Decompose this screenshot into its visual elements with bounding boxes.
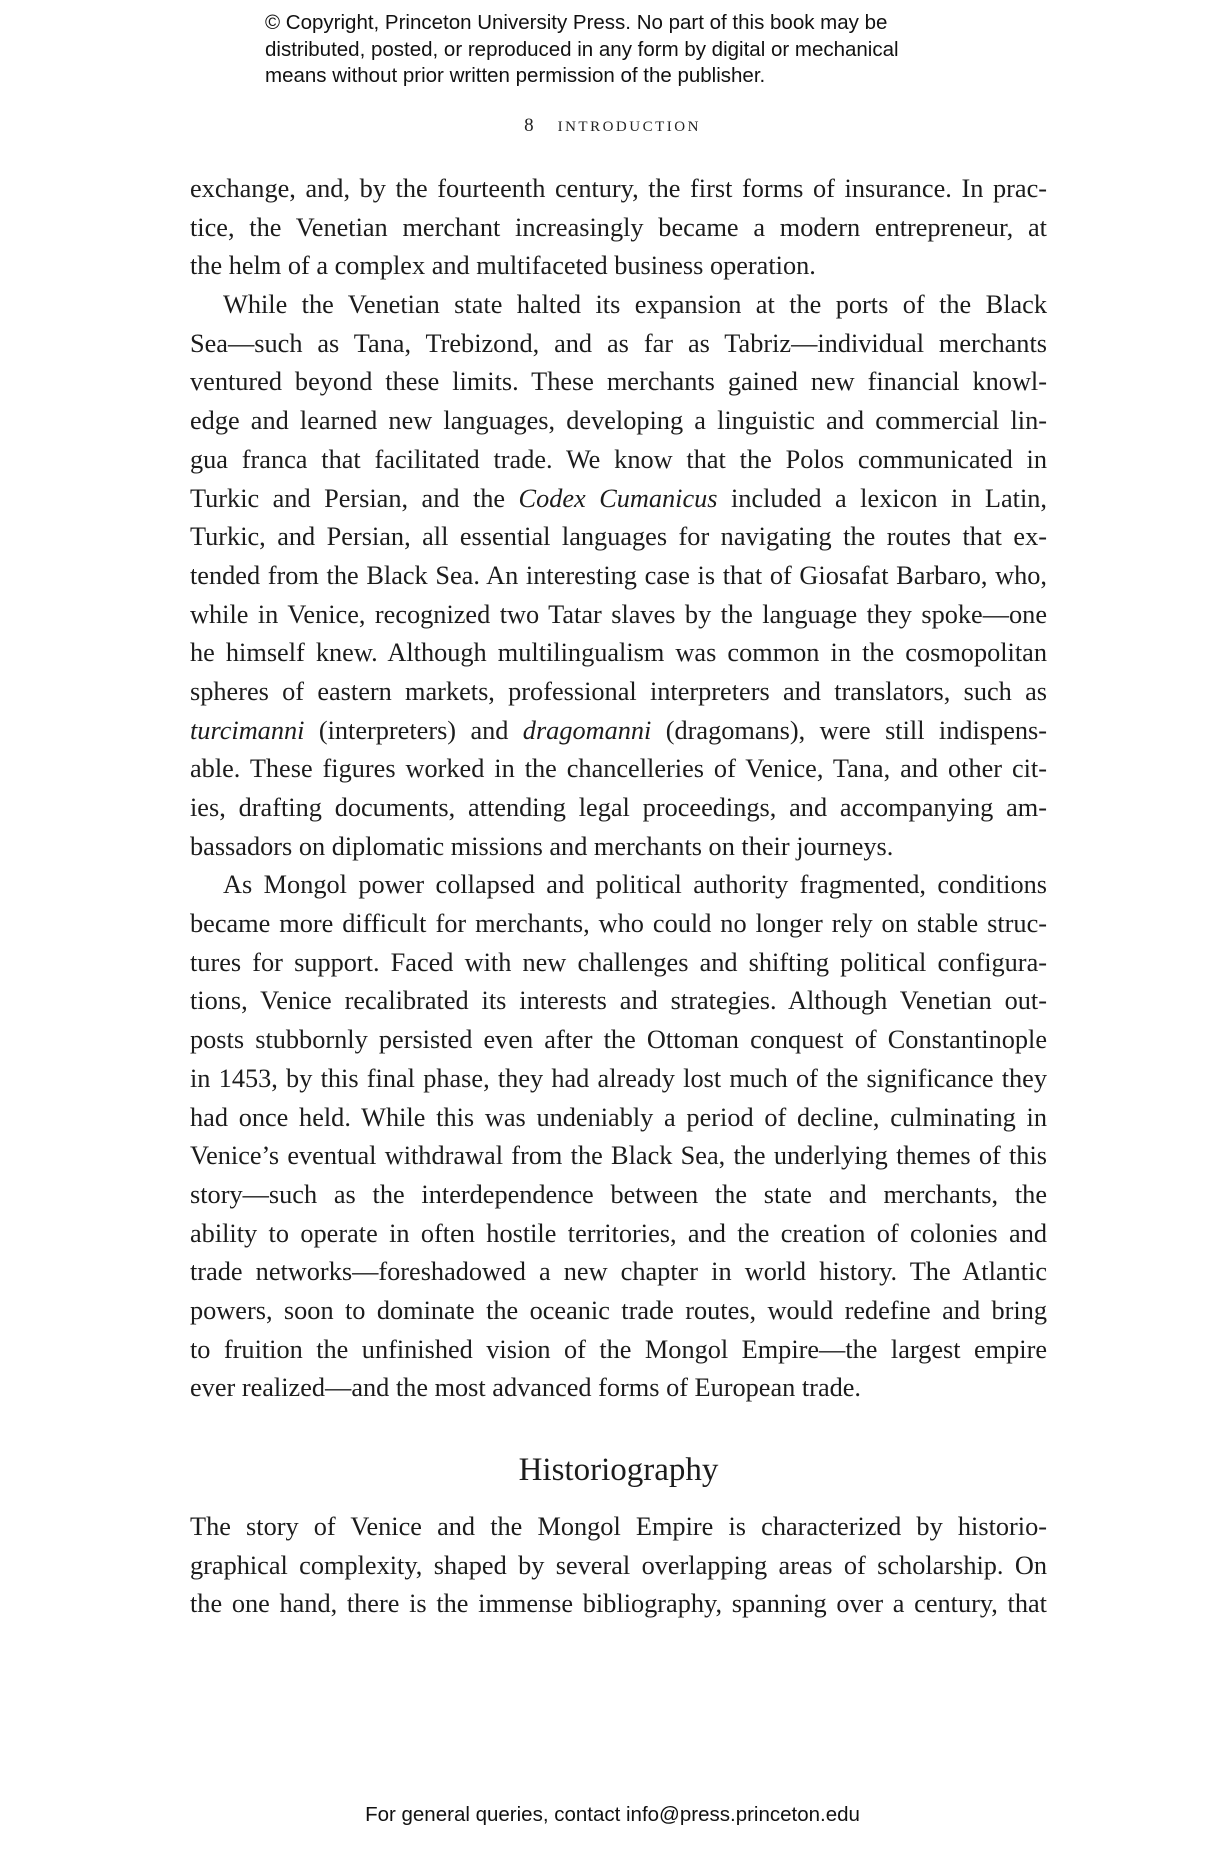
copyright-line: distributed, posted, or reproduced in any form by digital or mechanical: [265, 37, 899, 61]
text-line: exchange, and, by the fourteenth century, the first forms of insurance. In prac-: [190, 174, 1047, 203]
text-line: tended from the Black Sea. An interesting case is that of Giosafat Barbaro, who,: [190, 560, 1047, 590]
section-heading: Historiography: [518, 1452, 719, 1488]
text-line: While the Venetian state halted its expansion at the ports of the Black: [223, 290, 1047, 320]
text-line: bassadors on diplomatic missions and merchants on their journeys.: [190, 831, 894, 861]
text-line: tions, Venice recalibrated its interests and strategies. Although Venetian out-: [190, 986, 1047, 1016]
text-line: spheres of eastern markets, professional interpreters and translators, such as: [190, 676, 1047, 706]
text-line: able. These figures worked in the chancelleries of Venice, Tana, and other cit-: [190, 754, 1047, 784]
italic-term: dragomanni: [522, 715, 652, 745]
copyright-line: © Copyright, Princeton University Press. No part of this book may be: [265, 11, 888, 34]
text-run: (interpreters) and: [304, 715, 523, 745]
text-line: had once held. While this was undeniably a period of decline, culminating in: [190, 1102, 1047, 1132]
italic-title: Codex Cumanicus: [518, 483, 718, 513]
italic-term: turcimanni: [190, 715, 305, 745]
text-line: the helm of a complex and multifaceted business operation.: [190, 251, 816, 281]
text-line: Turkic, and Persian, all essential languages for navigating the routes that ex-: [190, 522, 1047, 552]
text-line: to fruition the unfinished vision of the Mongol Empire—the largest empire: [190, 1334, 1047, 1364]
text-run: included a lexicon in Latin,: [717, 483, 1047, 513]
copyright-line: means without prior written permission of the publisher.: [265, 64, 766, 87]
text-run: (dragomans), were still indispens-: [651, 715, 1048, 745]
text-line: ever realized—and the most advanced forms of European trade.: [190, 1373, 862, 1403]
text-line: graphical complexity, shaped by several overlapping areas of scholarship. On: [190, 1550, 1047, 1580]
copyright-notice: [265, 10, 1025, 90]
page-number: 8: [524, 115, 534, 136]
text-line: [190, 480, 1047, 519]
text-line: he himself knew. Although multilingualism was common in the cosmopolitan: [190, 638, 1047, 668]
text-line: became more difficult for merchants, who could no longer rely on stable struc-: [190, 909, 1047, 939]
text-line: in 1453, by this final phase, they had already lost much of the significance they: [190, 1063, 1047, 1093]
text-line: Venice’s eventual withdrawal from the Black Sea, the underlying themes of this: [190, 1141, 1047, 1171]
text-line: ability to operate in often hostile territories, and the creation of colonies and: [190, 1218, 1047, 1248]
text-line: powers, soon to dominate the oceanic trade routes, would redefine and bring: [190, 1295, 1047, 1325]
text-line: [190, 712, 1047, 751]
text-line: The story of Venice and the Mongol Empire is characterized by historio-: [190, 1512, 1047, 1541]
text-line: story—such as the interdependence between the state and merchants, the: [190, 1179, 1047, 1209]
text-line: As Mongol power collapsed and political authority fragmented, conditions: [223, 870, 1047, 900]
section-title: introduction: [557, 112, 701, 136]
text-run: Turkic and Persian, and the: [190, 483, 519, 513]
running-head: [0, 112, 1225, 137]
footer-contact: For general queries, contact info@press.princeton.edu: [365, 1803, 860, 1826]
text-line: posts stubbornly persisted even after the Ottoman conquest of Constantinople: [190, 1025, 1047, 1055]
text-line: the one hand, there is the immense bibliography, spanning over a century, that: [190, 1589, 1047, 1619]
text-line: trade networks—foreshadowed a new chapter in world history. The Atlantic: [190, 1257, 1047, 1287]
body-text: [190, 170, 1047, 1624]
text-line: Sea—such as Tana, Trebizond, and as far as Tabriz—individual merchants: [190, 328, 1047, 358]
text-line: ventured beyond these limits. These merchants gained new financial knowl-: [190, 367, 1047, 397]
text-line: tice, the Venetian merchant increasingly became a modern entrepreneur, at: [190, 212, 1047, 242]
text-line: ies, drafting documents, attending legal proceedings, and accompanying am-: [190, 793, 1047, 822]
text-line: edge and learned new languages, developing a linguistic and commercial lin-: [190, 406, 1047, 436]
text-line: gua franca that facilitated trade. We know that the Polos communicated in: [190, 444, 1047, 474]
text-line: while in Venice, recognized two Tatar slaves by the language they spoke—one: [190, 599, 1047, 629]
text-line: tures for support. Faced with new challenges and shifting political configura-: [190, 947, 1047, 977]
